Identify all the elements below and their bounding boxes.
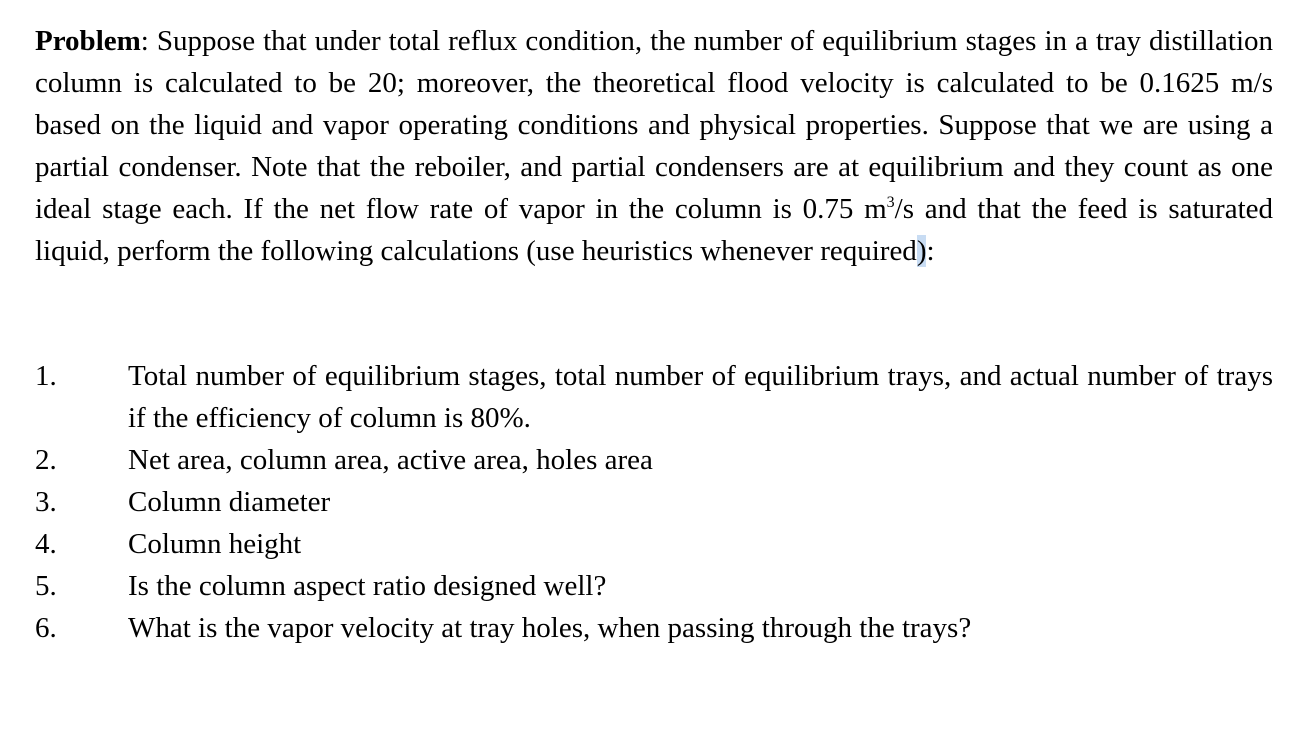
list-item	[35, 439, 1273, 481]
list-item-text: Total number of equilibrium stages, total number of equilibrium trays, and actual number of trays if the efficiency of column is 80%.	[128, 360, 1273, 434]
problem-text-end: :	[926, 235, 935, 267]
selected-text-highlight[interactable]: )	[916, 235, 927, 267]
list-item-text: What is the vapor velocity at tray holes, when passing through the trays?	[128, 612, 972, 644]
list-item-number: 6.	[35, 612, 57, 644]
problem-statement	[35, 20, 1273, 272]
list-item-number: 2.	[35, 444, 57, 476]
list-item-number: 4.	[35, 528, 57, 560]
list-item	[35, 565, 1273, 607]
problem-text-part1: Suppose that under total reflux condition, the number of equilibrium stages in a tray distillation column is calculated to be 20; moreover, the theoretical flood velocity is calculated to be 0.1625 m/s based on the liquid and vapor operating conditions and physical properties. Suppose that we are using a partial condenser. Note that the reboiler, and partial condensers are at equilibrium and they count as one ideal stage each. If the net flow rate of vapor in the column is 0.75 m	[35, 25, 1273, 225]
problem-label-colon: :	[140, 25, 149, 57]
list-item	[35, 481, 1273, 523]
list-item-text: Column diameter	[128, 486, 331, 518]
problem-label: Problem	[35, 25, 141, 57]
list-item-number: 3.	[35, 486, 57, 518]
list-item	[35, 607, 1273, 649]
list-item-text: Column height	[128, 528, 302, 560]
cubic-superscript: 3	[886, 193, 895, 211]
task-list	[35, 355, 1273, 649]
list-item	[35, 523, 1273, 565]
list-item-text: Is the column aspect ratio designed well?	[128, 570, 607, 602]
problem-text-part2: /s and that the feed is saturated liquid, perform the following calculations (use heuristics whenever required	[35, 193, 1273, 267]
list-item-number: 5.	[35, 570, 57, 602]
list-item-text: Net area, column area, active area, holes area	[128, 444, 653, 476]
list-item-number: 1.	[35, 360, 57, 392]
list-item	[35, 355, 1273, 439]
